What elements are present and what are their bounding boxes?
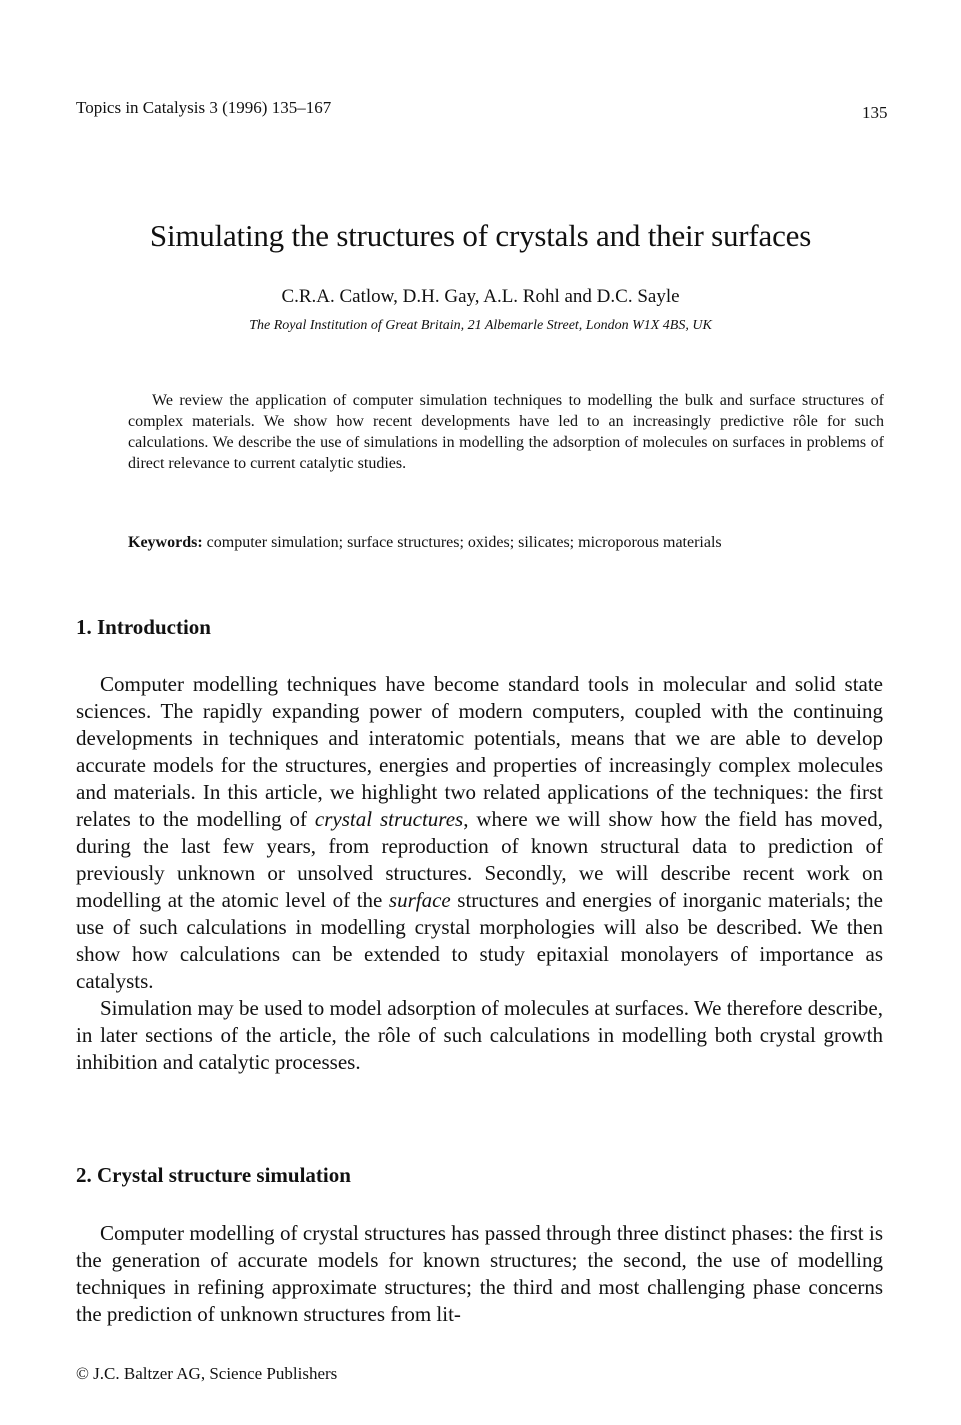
section-heading-introduction: 1. Introduction (76, 615, 211, 639)
section-heading-crystal-structure: 2. Crystal structure simulation (76, 1163, 351, 1187)
journal-citation: Topics in Catalysis 3 (1996) 135–167 (76, 98, 332, 117)
paragraph (76, 671, 883, 995)
keywords-list: computer simulation; surface structures; oxides; silicates; microporous materials (206, 534, 722, 551)
paragraph: Simulation may be used to model adsorption of molecules at surfaces. We therefore describe, in later sections of the article, the rôle of such calculations in modelling both crystal growth inhibition and catalytic processes. (76, 996, 883, 1074)
paragraph: Computer modelling of crystal structures has passed through three distinct phases: the first is the generation of accurate models for known structures; the second, the use of modelling techniques in refining approximate structures; the third and most challenging phase concerns the prediction of unknown structures from lit- (76, 1221, 883, 1326)
emphasis: surface (388, 888, 451, 912)
page-number: 135 (862, 103, 888, 122)
copyright-footer: © J.C. Baltzer AG, Science Publishers (76, 1364, 338, 1383)
text-run: structures and energies of inorganic materials; the use of such calculations in modelling crystal morphologies will also be described. We then show how calculations can be extended to study epitaxial monolayers of importance as catalysts. (76, 888, 884, 993)
author-list: C.R.A. Catlow, D.H. Gay, A.L. Rohl and D.C. Sayle (281, 286, 680, 307)
article-title: Simulating the structures of crystals and their surfaces (149, 218, 812, 253)
keywords-label: Keywords: (128, 534, 203, 551)
emphasis: crystal structures (314, 807, 464, 831)
abstract: We review the application of computer simulation techniques to modelling the bulk and surface structures of complex materials. We show how recent developments have led to an increasingly predictive rôle for such calculations. We describe the use of simulations in modelling the adsorption of molecules on surfaces in problems of direct relevance to current catalytic studies. (128, 392, 884, 472)
affiliation: The Royal Institution of Great Britain, 21 Albemarle Street, London W1X 4BS, UK (249, 318, 712, 333)
text-run: , where we will show how the field has moved, during the last few years, from reproduction of known structural data to prediction of previously unknown or unsolved structures. Secondly, we will describe recent work on modelling at the atomic level of the (76, 807, 883, 912)
crystal-structure-body (76, 1220, 883, 1328)
introduction-body (76, 671, 883, 1076)
text-run: Computer modelling techniques have become standard tools in molecular and solid state sciences. The rapidly expanding power of modern computers, coupled with the continuing developments in techniques and interatomic potentials, means that we are able to develop accurate models for the structures, energies and properties of increasingly complex molecules and materials. In this article, we highlight two related applications of the techniques: the first relates to the modelling of (76, 672, 883, 831)
keywords (128, 532, 888, 554)
